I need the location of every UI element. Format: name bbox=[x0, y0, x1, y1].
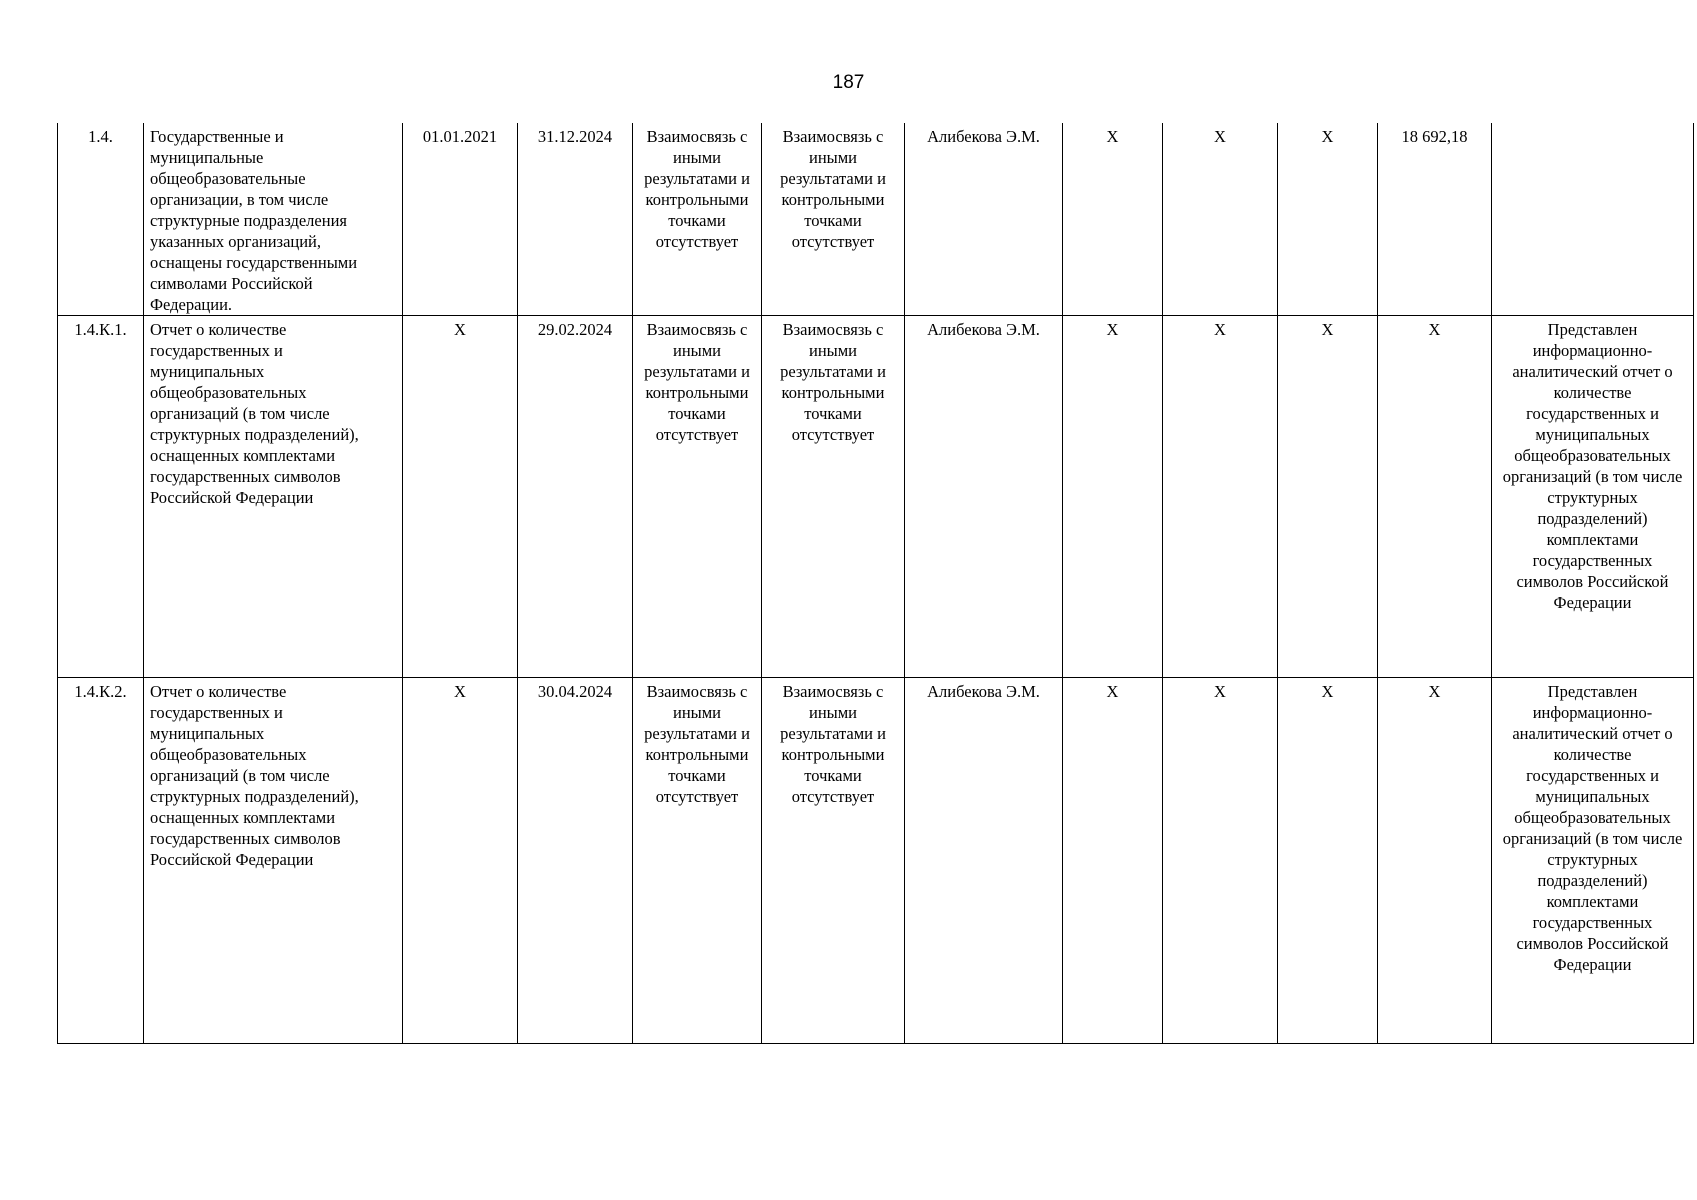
cell-col-10: X bbox=[1278, 123, 1378, 316]
cell-col-8: X bbox=[1063, 678, 1163, 1044]
cell-col-8: X bbox=[1063, 316, 1163, 678]
start-date: 01.01.2021 bbox=[403, 123, 518, 316]
link-previous: Взаимосвязь с иными результатами и контрольными точками отсутствует bbox=[633, 678, 762, 1044]
responsible: Алибекова Э.М. bbox=[905, 123, 1063, 316]
cell-col-11: X bbox=[1378, 316, 1492, 678]
responsible: Алибекова Э.М. bbox=[905, 316, 1063, 678]
link-previous: Взаимосвязь с иными результатами и контрольными точками отсутствует bbox=[633, 123, 762, 316]
plan-table bbox=[57, 123, 1694, 1044]
result-description: Представлен информационно-аналитический отчет о количестве государственных и муниципальных общеобразовательных организаций (в том числе структурных подразделений) комплектами государственных символов Российской Федерации bbox=[1492, 678, 1694, 1044]
end-date: 31.12.2024 bbox=[518, 123, 633, 316]
cell-col-9: X bbox=[1163, 678, 1278, 1044]
cell-col-9: X bbox=[1163, 316, 1278, 678]
cell-col-11: 18 692,18 bbox=[1378, 123, 1492, 316]
link-next: Взаимосвязь с иными результатами и контрольными точками отсутствует bbox=[762, 316, 905, 678]
link-previous: Взаимосвязь с иными результатами и контрольными точками отсутствует bbox=[633, 316, 762, 678]
start-date: X bbox=[403, 678, 518, 1044]
responsible: Алибекова Э.М. bbox=[905, 678, 1063, 1044]
end-date: 29.02.2024 bbox=[518, 316, 633, 678]
table-row bbox=[58, 123, 1694, 316]
start-date: X bbox=[403, 316, 518, 678]
cell-col-10: X bbox=[1278, 316, 1378, 678]
cell-col-10: X bbox=[1278, 678, 1378, 1044]
result-description: Представлен информационно-аналитический отчет о количестве государственных и муниципальных общеобразовательных организаций (в том числе структурных подразделений) комплектами государственных символов Российской Федерации bbox=[1492, 316, 1694, 678]
link-next: Взаимосвязь с иными результатами и контрольными точками отсутствует bbox=[762, 678, 905, 1044]
row-number: 1.4.К.1. bbox=[58, 316, 144, 678]
table-row bbox=[58, 678, 1694, 1044]
result-name: Отчет о количестве государственных и муниципальных общеобразовательных организаций (в том числе структурных подразделений), оснащенных комплектами государственных символов Российской Федерации bbox=[144, 316, 403, 678]
link-next: Взаимосвязь с иными результатами и контрольными точками отсутствует bbox=[762, 123, 905, 316]
table-row bbox=[58, 316, 1694, 678]
cell-col-8: X bbox=[1063, 123, 1163, 316]
row-number: 1.4. bbox=[58, 123, 144, 316]
result-name: Отчет о количестве государственных и муниципальных общеобразовательных организаций (в том числе структурных подразделений), оснащенных комплектами государственных символов Российской Федерации bbox=[144, 678, 403, 1044]
cell-col-9: X bbox=[1163, 123, 1278, 316]
end-date: 30.04.2024 bbox=[518, 678, 633, 1044]
result-name: Государственные и муниципальные общеобразовательные организации, в том числе структурные подразделения указанных организаций, оснащены государственными символами Российской Федерации. bbox=[144, 123, 403, 316]
row-number: 1.4.К.2. bbox=[58, 678, 144, 1044]
cell-col-11: X bbox=[1378, 678, 1492, 1044]
result-description bbox=[1492, 123, 1694, 316]
page-number: 187 bbox=[832, 72, 865, 93]
